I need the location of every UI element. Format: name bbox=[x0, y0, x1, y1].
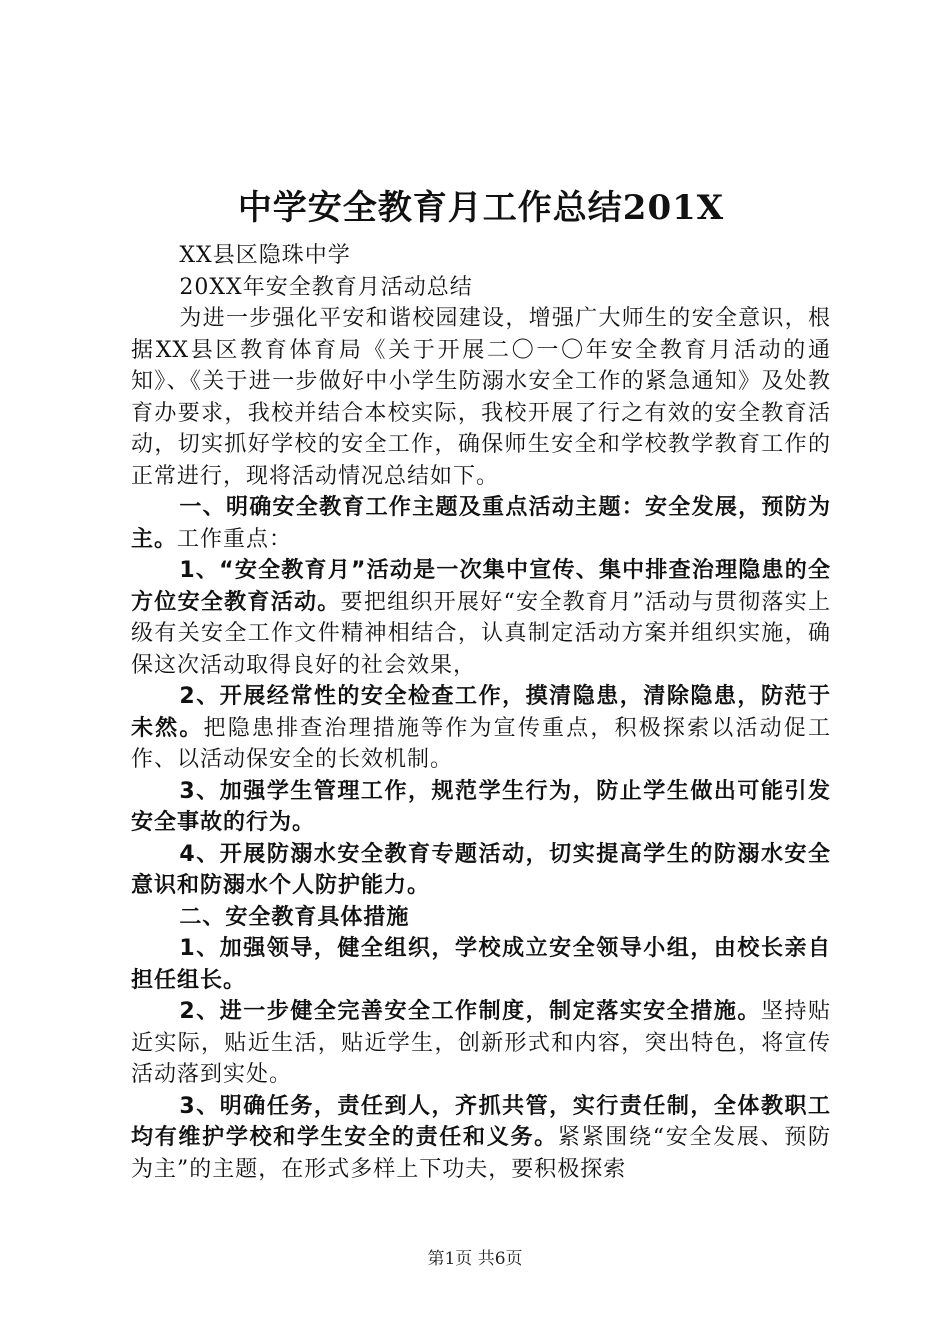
paragraph bbox=[131, 303, 831, 492]
paragraph-text: 坚持贴近实际，贴近生活，贴近学生，创新形式和内容，突出特色，将宣传活动落到实处。 bbox=[131, 999, 831, 1087]
paragraph bbox=[131, 1091, 831, 1186]
paragraph-text: 把隐患排查治理措施等作为宣传重点，积极探索以活动促工作、以活动保安全的长效机制。 bbox=[131, 715, 831, 772]
paragraph bbox=[131, 681, 831, 776]
paragraph-text: 要把组织开展好“安全教育月”活动与贯彻落实上级有关安全工作文件精神相结合，认真制定活动方案并组织实施，确保这次活动取得良好的社会效果， bbox=[131, 589, 831, 678]
paragraph bbox=[131, 902, 831, 934]
paragraph-text: 工作重点： bbox=[177, 526, 293, 552]
paragraph-bold: 二、安全教育具体措施 bbox=[179, 904, 410, 930]
paragraph bbox=[131, 272, 831, 304]
paragraph-text: 20XX年安全教育月活动总结 bbox=[179, 274, 473, 300]
paragraph-bold: 1、“安全教育月”活动是一次集中宣传、集中排查治理隐患的全方位安全教育活动。 bbox=[131, 558, 831, 615]
paragraph-bold: 2、进一步健全完善安全工作制度，制定落实安全措施。 bbox=[179, 999, 761, 1024]
paragraph-bold: 1、加强领导，健全组织，学校成立安全领导小组，由校长亲自担任组长。 bbox=[131, 936, 831, 993]
paragraph-text: 为进一步强化平安和谐校园建设，增强广大师生的安全意识，根据XX县区教育体育局《关于开展二〇一〇年安全教育月活动的通知》、《关于进一步做好中小学生防溺水安全工作的紧急通知》及处教育办要求，我校并结合本校实际，我校开展了行之有效的安全教育活动，切实抓好学校的安全工作，确保师生安全和学校教学教育工作的正常进行，现将活动情况总结如下。 bbox=[131, 306, 831, 489]
paragraph-text: XX县区隐珠中学 bbox=[179, 243, 351, 268]
paragraph bbox=[131, 996, 831, 1091]
document-body bbox=[131, 240, 831, 1185]
paragraph-bold: 3、加强学生管理工作，规范学生行为，防止学生做出可能引发安全事故的行为。 bbox=[131, 778, 831, 835]
paragraph bbox=[131, 240, 831, 272]
paragraph bbox=[131, 555, 831, 681]
paragraph-bold: 2、开展经常性的安全检查工作，摸清隐患，清除隐患，防范于未然。 bbox=[131, 684, 831, 741]
paragraph bbox=[131, 933, 831, 996]
paragraph bbox=[131, 839, 831, 902]
paragraph-bold: 3、明确任务，责任到人，齐抓共管，实行责任制，全体教职工均有维护学校和学生安全的责任和义务。 bbox=[131, 1093, 831, 1150]
paragraph bbox=[131, 776, 831, 839]
paragraph bbox=[131, 492, 831, 555]
paragraph-text: 紧紧围绕“安全发展、预防为主”的主题，在形式多样上下功夫，要积极探索 bbox=[131, 1125, 831, 1182]
paragraph-bold: 4、开展防溺水安全教育专题活动，切实提高学生的防溺水安全意识和防溺水个人防护能力。 bbox=[131, 841, 831, 898]
page-footer: 第1页 共6页 bbox=[427, 1249, 523, 1269]
paragraph-bold: 一、明确安全教育工作主题及重点活动主题：安全发展，预防为主。 bbox=[131, 495, 831, 552]
document-title: 中学安全教育月工作总结201X bbox=[237, 188, 725, 228]
document-page bbox=[131, 178, 831, 1185]
